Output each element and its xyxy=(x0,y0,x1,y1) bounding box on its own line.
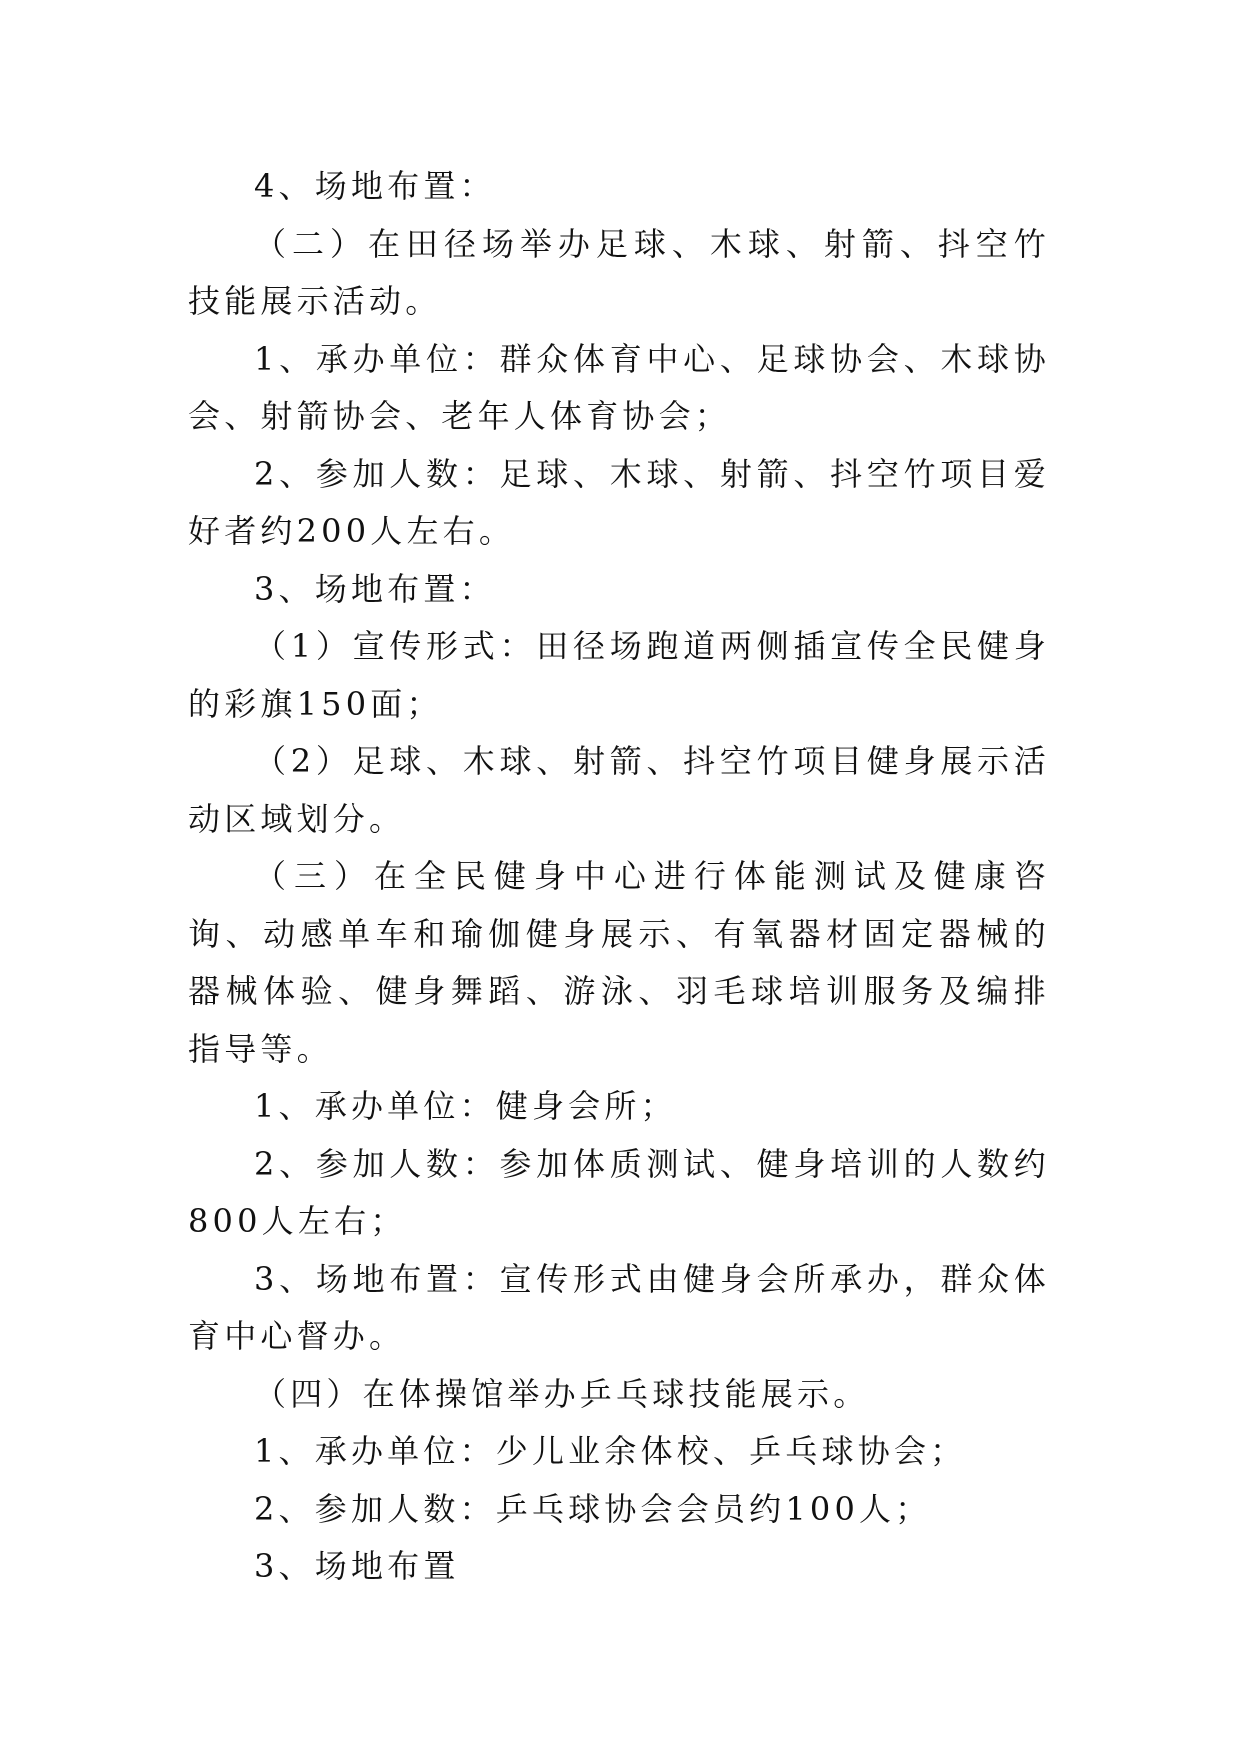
paragraph-2: （二）在田径场举办足球、木球、射箭、抖空竹技能展示活动。 xyxy=(188,224,1050,320)
paragraph-11: 3、场地布置：宣传形式由健身会所承办，群众体育中心督办。 xyxy=(188,1259,1050,1355)
paragraph-14: 2、参加人数：乒乓球协会会员约100人； xyxy=(254,1489,932,1528)
paragraph-1: 4、场地布置： xyxy=(254,167,496,205)
paragraph-13: 1、承办单位：少儿业余体校、乒乓球协会； xyxy=(254,1432,967,1470)
paragraph-9: 1、承办单位：健身会所； xyxy=(254,1087,677,1125)
paragraph-6: （1）宣传形式：田径场跑道两侧插宣传全民健身的彩旗150面； xyxy=(188,627,1050,723)
paragraph-4: 2、参加人数：足球、木球、射箭、抖空竹项目爱好者约200人左右。 xyxy=(188,454,1050,550)
paragraph-3: 1、承办单位：群众体育中心、足球协会、木球协会、射箭协会、老年人体育协会； xyxy=(188,339,1050,435)
paragraph-15: 3、场地布置 xyxy=(254,1547,460,1585)
paragraph-10: 2、参加人数：参加体质测试、健身培训的人数约800人左右； xyxy=(188,1144,1050,1240)
paragraph-8: （三）在全民健身中心进行体能测试及健康咨询、动感单车和瑜伽健身展示、有氧器材固定器械的器械体验、健身舞蹈、游泳、羽毛球培训服务及编排指导等。 xyxy=(188,857,1050,1068)
paragraph-7: （2）足球、木球、射箭、抖空竹项目健身展示活动区域划分。 xyxy=(188,742,1050,838)
paragraph-5: 3、场地布置： xyxy=(254,569,496,608)
paragraph-12: （四）在体操馆举办乒乓球技能展示。 xyxy=(254,1374,870,1413)
document-body xyxy=(188,158,1050,1596)
